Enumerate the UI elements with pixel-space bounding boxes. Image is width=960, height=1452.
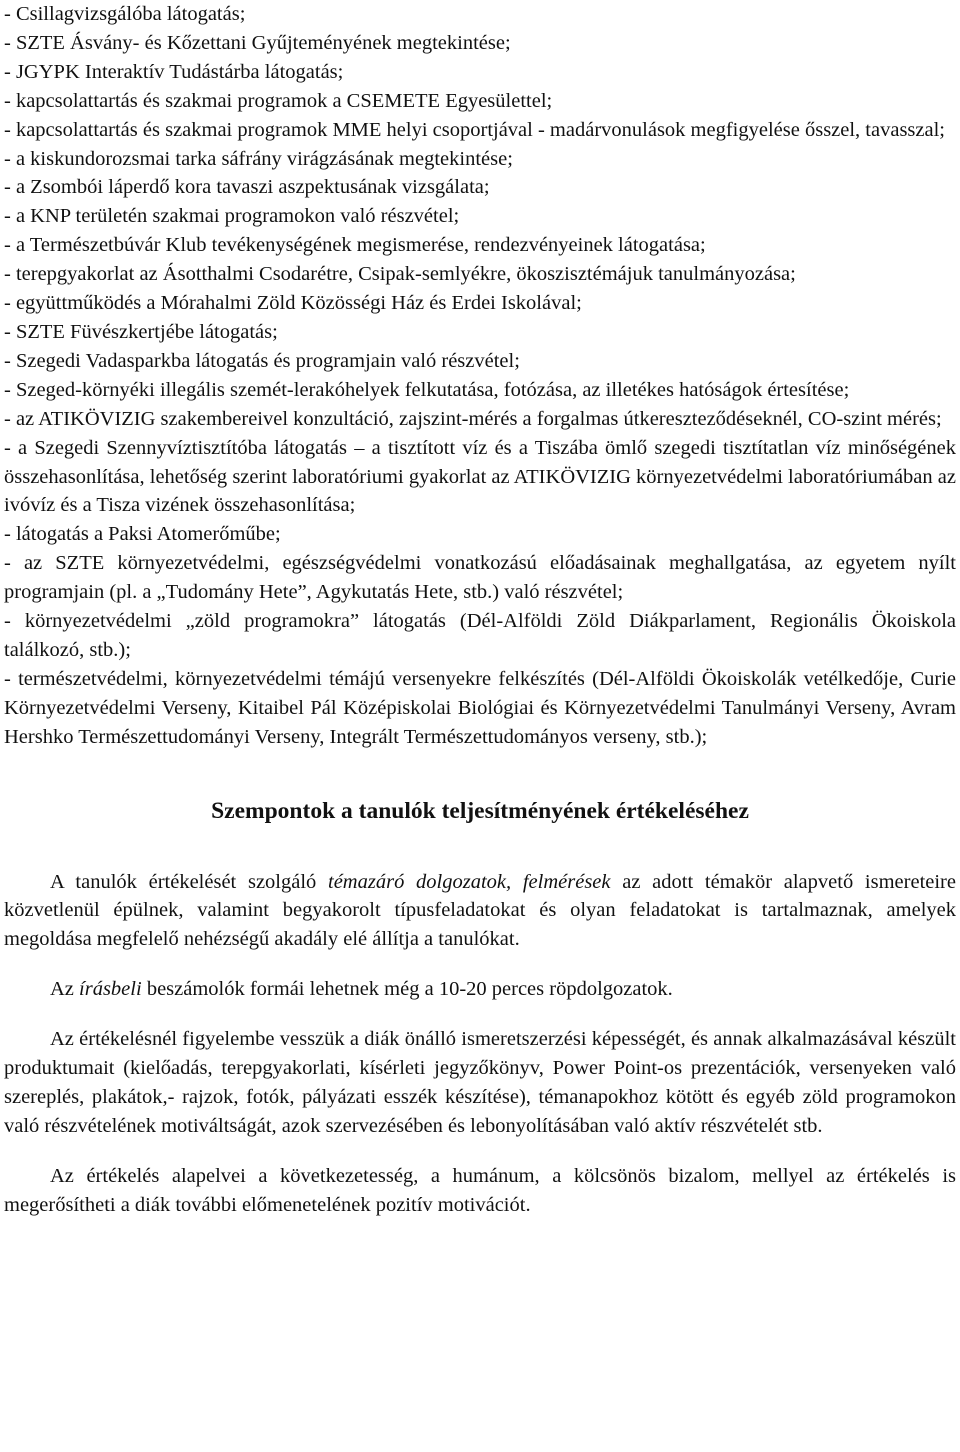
list-item: - a Természetbúvár Klub tevékenységének megismerése, rendezvényeinek látogatása; — [4, 234, 706, 257]
emphasis-text: írásbeli — [79, 978, 142, 1001]
list-item: - a kiskundorozsmai tarka sáfrány virágzásának megtekintése; — [4, 147, 513, 170]
paragraph-text: beszámolók formái lehetnek még a 10-20 perces röpdolgozatok. — [141, 978, 673, 1001]
list-item: - a KNP területén szakmai programokon való részvétel; — [4, 205, 460, 228]
list-item: - Szegedi Vadasparkba látogatás és programjain való részvétel; — [4, 349, 520, 372]
emphasis-text: témazáró dolgozatok, felmérések — [328, 870, 611, 893]
activity-list — [4, 0, 956, 752]
section-title: Szempontok a tanulók teljesítményének értékeléséhez — [211, 797, 749, 824]
list-item: - kapcsolattartás és szakmai programok MME helyi csoportjával - madárvonulások megfigyelése ősszel, tavasszal; — [4, 118, 945, 141]
list-item: - Szeged-környéki illegális szemét-lerakóhelyek felkutatása, fotózása, az illetékes hatóságok értesítése; — [4, 378, 850, 401]
paragraph-assessment-tests — [4, 868, 956, 955]
paragraph-evaluation-principles: Az értékelés alapelvei a következetesség, a humánum, a kölcsönös bizalom, mellyel az értékelés is megerősítheti a diák további előmenetelének pozitív motivációt. — [4, 1164, 956, 1216]
list-item: - látogatás a Paksi Atomerőműbe; — [4, 523, 281, 546]
list-item: - SZTE Ásvány- és Kőzettani Gyűjteményének megtekintése; — [4, 31, 511, 54]
list-item: - JGYPK Interaktív Tudástárba látogatás; — [4, 60, 344, 83]
list-item: - a Zsombói láperdő kora tavaszi aszpektusának vizsgálata; — [4, 176, 490, 199]
paragraph-text: A tanulók értékelését szolgáló — [50, 870, 329, 893]
list-item: - az SZTE környezetvédelmi, egészségvédelmi vonatkozású előadásainak meghallgatása, az egyetem nyílt programjain (pl. a „Tudomány Hete”, Agykutatás Hete, stb.) való részvétel; — [4, 552, 956, 604]
paragraph-text: Az — [50, 978, 80, 1001]
list-item: - SZTE Füvészkertjébe látogatás; — [4, 320, 278, 343]
paragraph-text: az adott témakör alapvető ismereteire közvetlenül épülnek, valamint begyakorolt típusfeladatokat és olyan feladatokat is tartalmaznak, amelyek megoldása megfelelő nehézségű akadály elé állítja a tanulókat. — [4, 870, 956, 951]
list-item: - természetvédelmi, környezetvédelmi témájú versenyekre felkészítés (Dél-Alföldi Ökoiskolák vetélkedője, Curie Környezetvédelmi Verseny, Kitaibel Pál Középiskolai Biológiai és Környezetvédelmi Tanulmányi Verseny, Avram Hershko Természettudományi Verseny, Integrált Természettudományos verseny, stb.); — [4, 667, 956, 748]
list-item: - környezetvédelmi „zöld programokra” látogatás (Dél-Alföldi Zöld Diákparlament, Regionális Ökoiskola találkozó, stb.); — [4, 610, 956, 661]
list-item: - kapcsolattartás és szakmai programok a CSEMETE Egyesülettel; — [4, 89, 553, 112]
list-item: - együttműködés a Mórahalmi Zöld Közösségi Ház és Erdei Iskolával; — [4, 292, 582, 315]
paragraph-written-reports — [4, 975, 956, 1004]
list-item: - a Szegedi Szennyvíztisztítóba látogatás – a tisztított víz és a Tiszába ömlő szegedi tisztítatlan víz minőségének összehasonlítása, lehetőség szerint laboratóriumi gyakorlat az ATIKÖVIZIG környezetvédelmi laboratóriumában az ivóvíz és a Tisza vizének összehasonlítása; — [4, 436, 956, 517]
list-item: - az ATIKÖVIZIG szakembereivel konzultáció, zajszint-mérés a forgalmas útkereszteződéseknél, CO-szint mérés; — [4, 407, 942, 430]
list-item: - Csillagvizsgálóba látogatás; — [4, 3, 246, 25]
list-item: - terepgyakorlat az Ásotthalmi Csodarétre, Csipak-semlyékre, ökoszisztémájuk tanulmányozása; — [4, 263, 796, 286]
paragraph-evaluation-criteria: Az értékelésnél figyelembe vesszük a diák önálló ismeretszerzési képességét, és annak alkalmazásával készült produktumait (kielőadás, terepgyakorlati, kísérleti jegyzőkönyv, Power Point-os prezentációk, versenyeken való szereplés, plakátok,- rajzok, fotók, pályázati esszék készítése), témanapokhoz kötött és egyéb zöld programokon való részvételének motiváltságát, azok szervezésében és lebonyolításában való aktív részvételét stb. — [4, 1028, 956, 1137]
